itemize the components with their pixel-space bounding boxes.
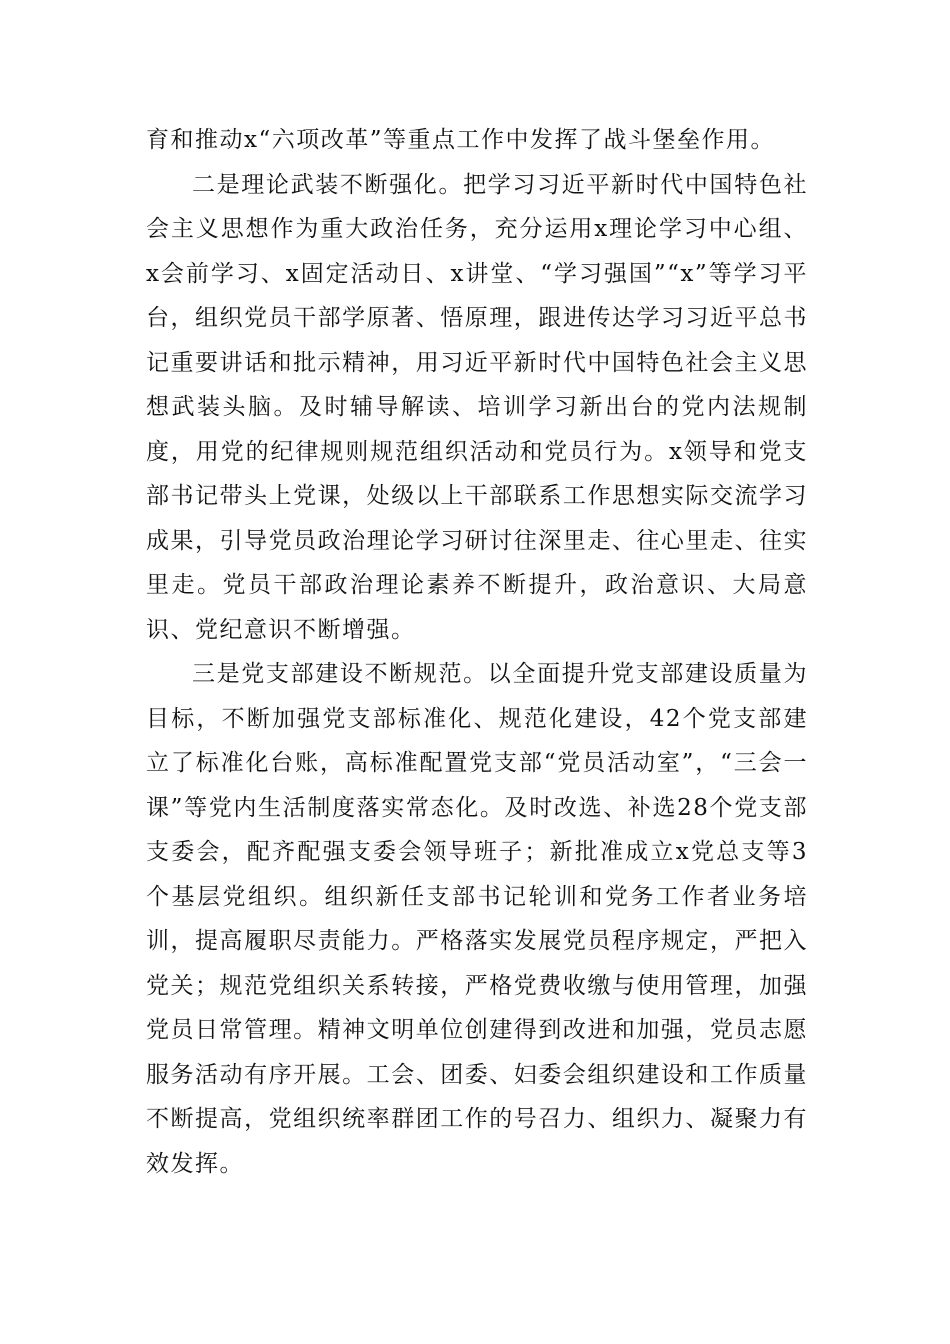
paragraph-continuation: 育和推动x“六项改革”等重点工作中发挥了战斗堡垒作用。 <box>146 127 775 153</box>
document-body <box>146 118 808 1186</box>
paragraph-theory-study: 二是理论武装不断强化。把学习习近平新时代中国特色社会主义思想作为重大政治任务，充分运用x理论学习中心组、x会前学习、x固定活动日、x讲堂、“学习强国”“x”等学习平台，组织党员干部学原著、悟原理，跟进传达学习习近平总书记重要讲话和批示精神，用习近平新时代中国特色社会主义思想武装头脑。及时辅导解读、培训学习新出台的党内法规制度，用党的纪律规则规范组织活动和党员行为。x领导和党支部书记带头上党课，处级以上干部联系工作思想实际交流学习成果，引导党员政治理论学习研讨往深里走、往心里走、往实里走。党员干部政治理论素养不断提升，政治意识、大局意识、党纪意识不断增强。 <box>146 171 808 643</box>
paragraph-branch-building: 三是党支部建设不断规范。以全面提升党支部建设质量为目标，不断加强党支部标准化、规范化建设，42个党支部建立了标准化台账，高标准配置党支部“党员活动室”，“三会一课”等党内生活制度落实常态化。及时改选、补选28个党支部支委会，配齐配强支委会领导班子；新批准成立x党总支等3个基层党组织。组织新任支部书记轮训和党务工作者业务培训，提高履职尽责能力。严格落实发展党员程序规定，严把入党关；规范党组织关系转接，严格党费收缴与使用管理，加强党员日常管理。精神文明单位创建得到改进和加强，党员志愿服务活动有序开展。工会、团委、妇委会组织建设和工作质量不断提高，党组织统率群团工作的号召力、组织力、凝聚力有效发挥。 <box>146 661 808 1177</box>
